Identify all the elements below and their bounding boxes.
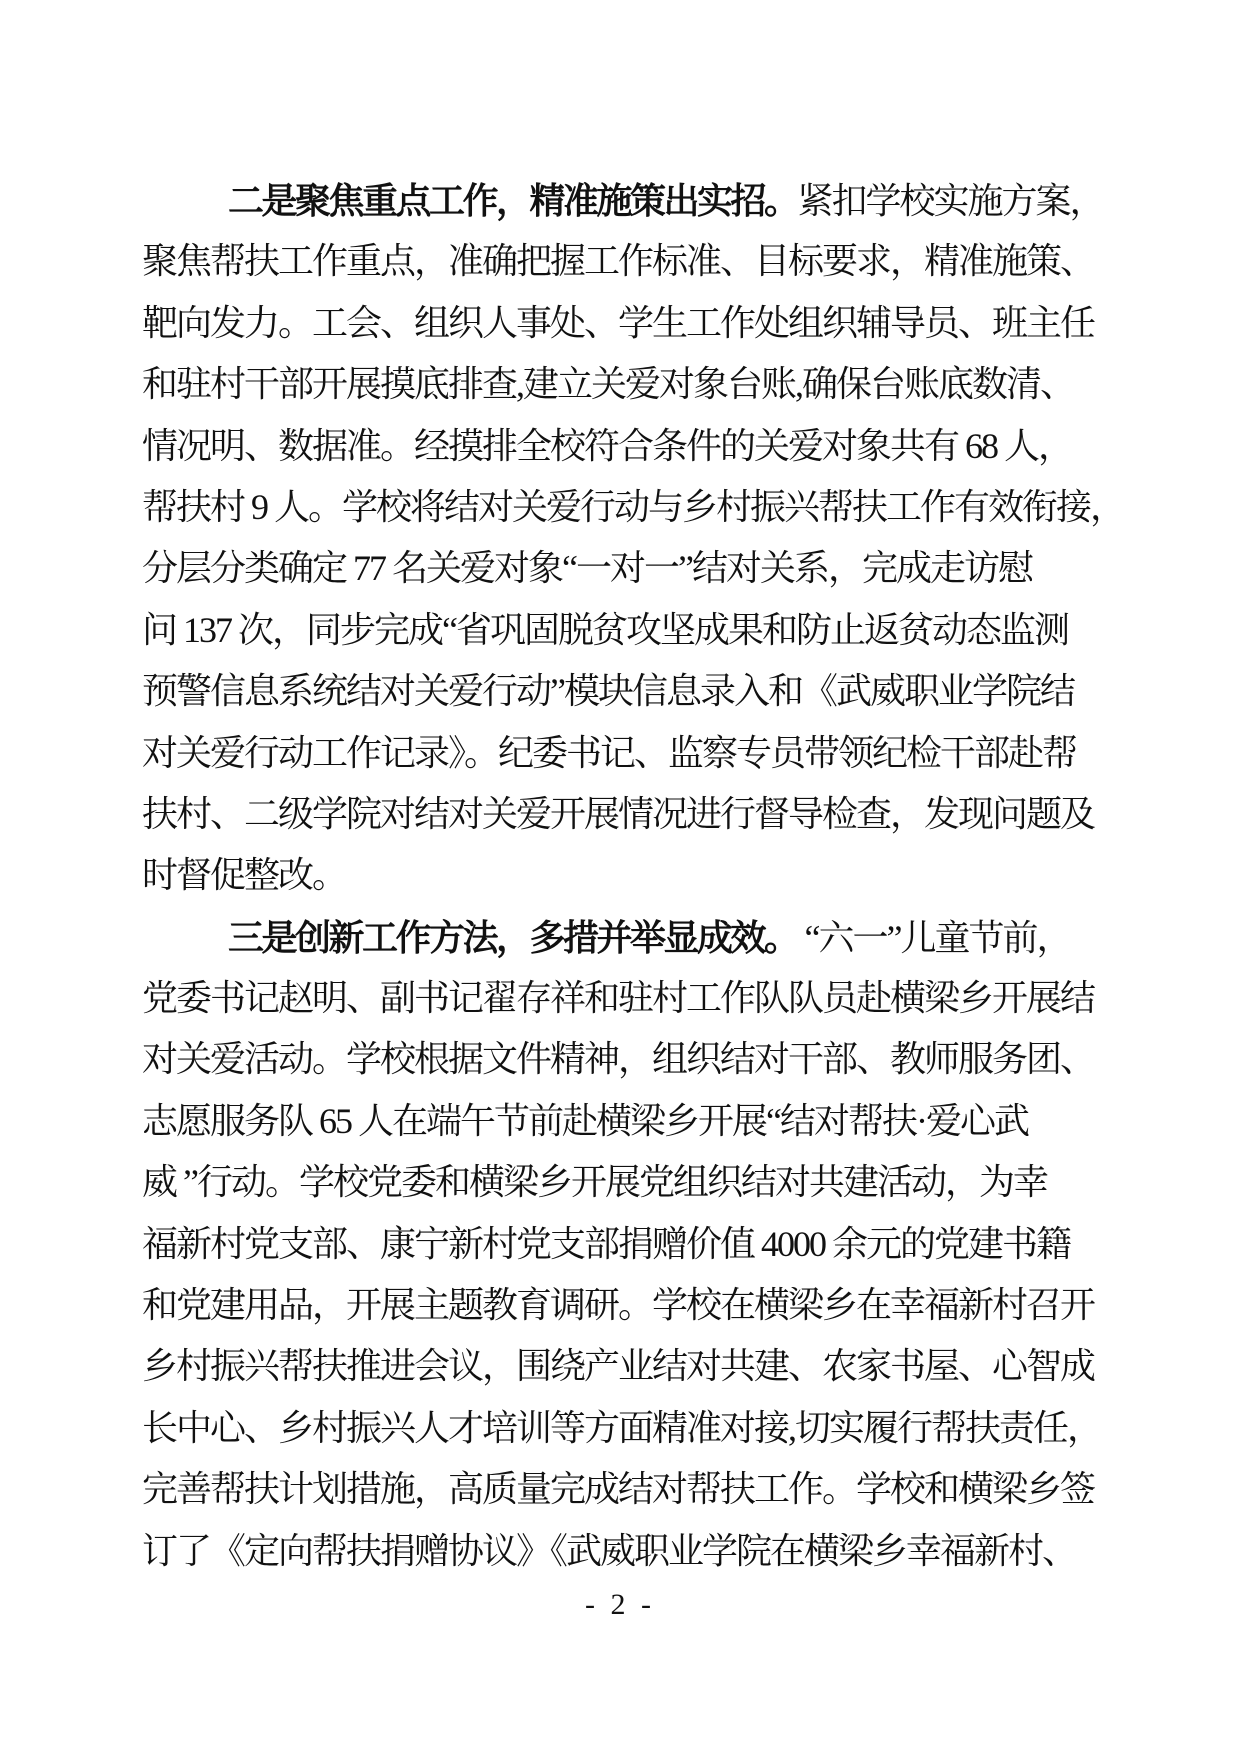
paragraph-lead-bold: 二是聚焦重点工作，精准施策出实招。 <box>228 180 798 221</box>
body-line: 扶村、二级学院对结对关爱开展情况进行督导检查，发现问题及 <box>142 793 1095 834</box>
body-line: 对关爱活动。学校根据文件精神，组织结对干部、教师服务团、 <box>142 1039 1095 1080</box>
paragraph-2 <box>142 170 1125 907</box>
paragraph-lead-bold: 三是创新工作方法，多措并举显成效。 <box>228 916 798 958</box>
body-line: 靶向发力。工会、组织人事处、学生工作处组织辅导员、班主任 <box>142 302 1095 343</box>
body-text: 紧扣学校实施方案， <box>797 181 1104 221</box>
body-line <box>142 907 1092 968</box>
body-line: 福新村党支部、康宁新村党支部捐赠价值 4000 余元的党建书籍 <box>142 1223 1071 1264</box>
body-line: 威 ”行动。学校党委和横梁乡开展党组织结对共建活动，为幸 <box>142 1162 1047 1203</box>
body-line: 问 137 次，同步完成“省巩固脱贫攻坚成果和防止返贫动态监测 <box>142 609 1068 650</box>
body-line: 分层分类确定 77 名关爱对象“一对一”结对关系，完成走访慰 <box>142 548 1032 589</box>
paragraph-3 <box>142 907 1102 1582</box>
body-line: 预警信息系统结对关爱行动”模块信息录入和《武威职业学院结 <box>142 671 1074 712</box>
body-line: 和驻村干部开展摸底排查,建立关爱对象台账,确保台账底数清、 <box>142 364 1075 405</box>
body-line: 党委书记赵明、副书记翟存祥和驻村工作队队员赴横梁乡开展结 <box>142 978 1095 1019</box>
body-line: 情况明、数据准。经摸排全校符合条件的关爱对象共有 68 人， <box>142 425 1073 466</box>
body-text: “六一”儿童节前， <box>797 917 1071 958</box>
body-line: 和党建用品，开展主题教育调研。学校在横梁乡在幸福新村召开 <box>142 1285 1095 1326</box>
body-line: 订了《定向帮扶捐赠协议》《武威职业学院在横梁乡幸福新村、 <box>142 1530 1077 1571</box>
body-line <box>142 170 1104 231</box>
body-line: 聚焦帮扶工作重点，准确把握工作标准、目标要求，精准施策、 <box>142 241 1095 282</box>
body-line: 志愿服务队 65 人在端午节前赴横梁乡开展“结对帮扶·爱心武 <box>142 1100 1028 1141</box>
body-line: 乡村振兴帮扶推进会议，围绕产业结对共建、农家书屋、心智成 <box>142 1346 1095 1387</box>
body-line: 完善帮扶计划措施，高质量完成结对帮扶工作。学校和横梁乡签 <box>142 1469 1095 1510</box>
body-line: 对关爱行动工作记录》。纪委书记、监察专员带领纪检干部赴帮 <box>142 732 1077 773</box>
document-body <box>142 170 1125 1582</box>
body-line: 长中心、乡村振兴人才培训等方面精准对接,切实履行帮扶责任， <box>142 1407 1102 1448</box>
body-line: 时督促整改。 <box>142 855 347 896</box>
page-number: - 2 - <box>585 1588 655 1621</box>
body-line: 帮扶村 9 人。学校将结对关爱行动与乡村振兴帮扶工作有效衔接， <box>142 486 1125 527</box>
